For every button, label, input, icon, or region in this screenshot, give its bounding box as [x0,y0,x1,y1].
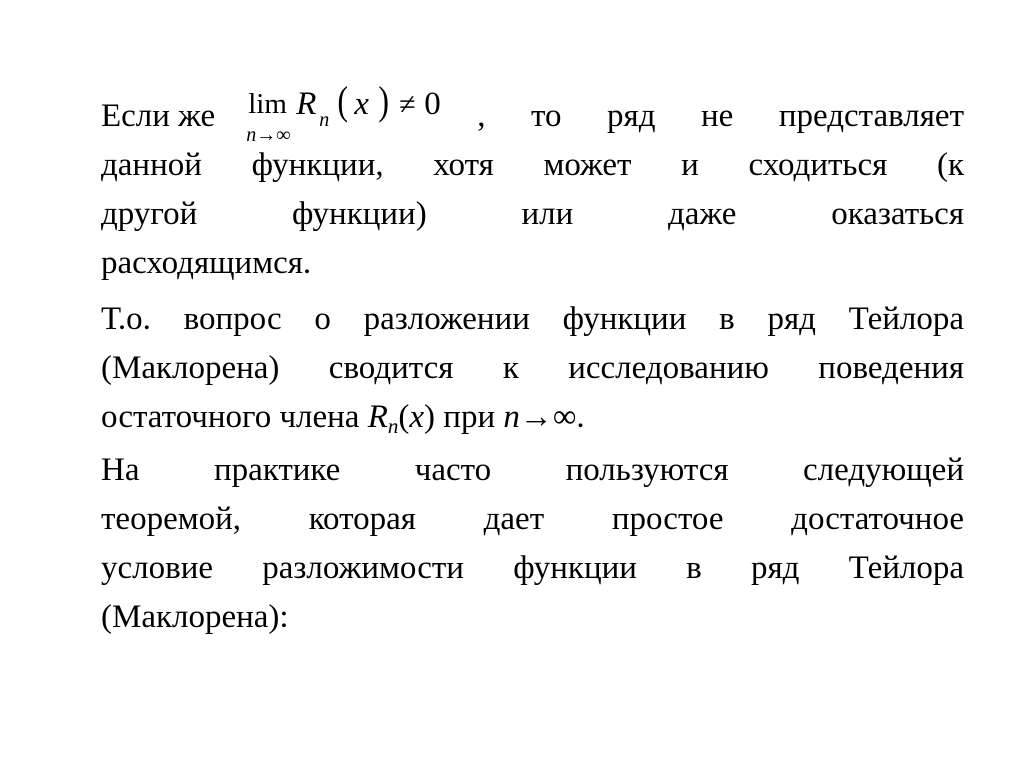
formula-lim: lim [248,88,287,120]
paragraph1-line1 [101,78,964,146]
paragraph3-line3: условие разложимости функции в ряд Тейлора [101,550,964,586]
paragraph3-line1: На практике часто пользуются следующей [101,452,964,488]
formula-R: R [296,86,317,122]
text-if-then: Если же [101,98,216,134]
limit-variable-n: n [503,399,520,435]
paragraph-taylor-question [101,295,964,442]
paragraph3-line4: (Маклорена): [101,599,289,635]
paragraph1-line2: данной функции, хотя может и сходиться (к [101,147,964,183]
formula-open-paren: ( [337,78,349,123]
formula-x: x [354,86,369,122]
paragraph2-line1: Т.о. вопрос о разложении функции в ряд Тейлора [101,301,964,337]
paragraph1-line4: расходящимся. [101,245,312,281]
paragraph-limit-condition [101,78,964,288]
formula-R-subscript: n [319,109,330,131]
remainder-R-subscript: n [387,414,399,438]
formula-close-paren: ) [378,78,390,123]
paragraph1-line3: другой функции) или даже оказаться [101,196,964,232]
paragraph3-line2: теоремой, которая дает простое достаточное [101,501,964,537]
formula-not-equal: ≠ [399,88,416,121]
limit-formula [221,78,471,146]
remainder-close-paren: ) [424,399,436,435]
text-remainder-term: остаточного члена [101,399,360,435]
text-series-not-represent: , то ряд не представляет [477,98,964,134]
paragraph2-line2: (Маклорена) сводится к исследованию поведения [101,350,964,386]
remainder-x: x [409,399,425,435]
paragraph-practice-theorem [101,446,964,642]
formula-zero: 0 [424,86,441,122]
formula-lim-subscript: n→∞ [246,124,291,146]
remainder-open-paren: ( [398,399,410,435]
paragraph2-line3 [101,393,964,442]
remainder-R: R [367,399,388,435]
text-tends-to-infinity: →∞. [519,399,585,435]
text-when: при [443,399,496,435]
